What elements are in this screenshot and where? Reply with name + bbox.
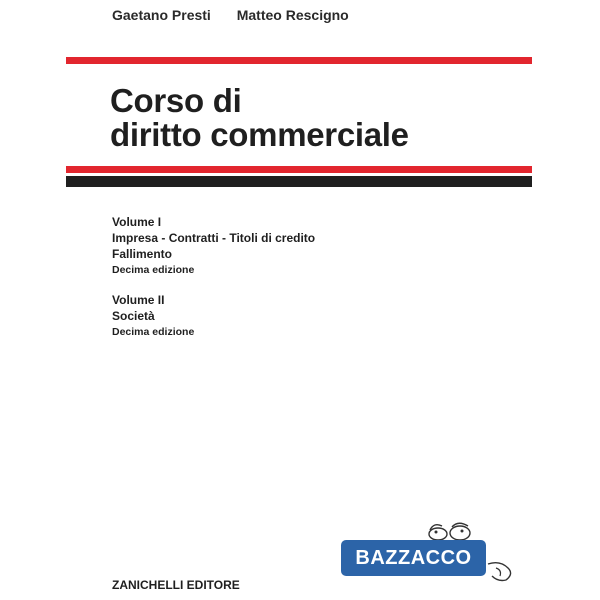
volume-2-line-1: Società (112, 309, 155, 323)
volume-1-edition: Decima edizione (112, 264, 195, 276)
bottom-red-stripe (66, 166, 532, 173)
volume-1-heading: Volume I (112, 215, 162, 229)
bazzacco-logo-art-icon (424, 518, 474, 542)
black-stripe (66, 176, 532, 187)
title-line-1: Corso di (110, 82, 242, 119)
authors (112, 7, 371, 23)
volume-1-line-1: Impresa - Contratti - Titoli di credito (112, 231, 316, 245)
volume-2-heading: Volume II (112, 293, 165, 307)
author-1: Gaetano Presti (112, 7, 211, 23)
top-red-stripe (66, 57, 532, 64)
volume-2-block (112, 292, 194, 340)
publisher-name: ZANICHELLI EDITORE (112, 578, 240, 592)
title-line-2: diritto commerciale (110, 116, 409, 153)
volume-2-edition: Decima edizione (112, 326, 195, 338)
volume-1-line-2: Fallimento (112, 247, 173, 261)
author-2: Matteo Rescigno (236, 7, 349, 23)
volume-1-block (112, 214, 315, 278)
bazzacco-badge: BAZZACCO (341, 540, 486, 576)
bazzacco-logo-tail-icon (486, 558, 518, 584)
book-title (110, 84, 409, 152)
